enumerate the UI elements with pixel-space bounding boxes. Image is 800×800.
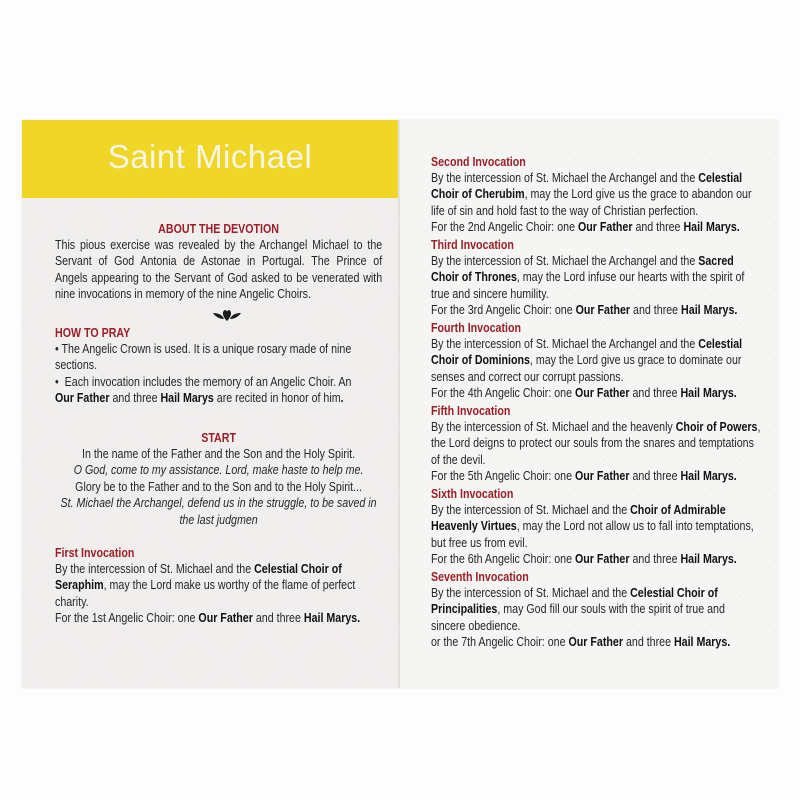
text-line <box>55 610 382 626</box>
bold-text: Principalities <box>431 601 498 617</box>
how-to-pray-section <box>55 324 382 407</box>
text-line <box>431 551 759 567</box>
text-segment: , may the Lord not allow us to fall into temptations, <box>516 518 754 534</box>
text-segment: Glory be to the Father and to the Son and to the Holy Spirit... <box>75 478 362 494</box>
second-invocation-section <box>431 153 759 236</box>
text-segment: true and sincere humility. <box>431 285 549 301</box>
text-segment: senses and correct our corrupt passions. <box>431 368 624 384</box>
section-heading: Sixth Invocation <box>431 486 514 501</box>
bold-text: Hail Marys. <box>680 468 737 484</box>
first-invocation-section <box>55 544 382 627</box>
section-heading: Seventh Invocation <box>431 569 529 584</box>
bold-text: . <box>340 390 344 406</box>
bold-text: Our Father <box>575 302 631 318</box>
text-line <box>431 336 759 352</box>
section-heading: Fifth Invocation <box>431 403 511 418</box>
text-segment: and three <box>630 302 682 318</box>
text-segment: This pious exercise was revealed by the Archangel Michael to the <box>55 237 383 252</box>
text-line <box>55 462 382 478</box>
text-segment: and three <box>252 610 304 626</box>
text-segment: the last judgmen <box>179 511 258 527</box>
text-line <box>55 374 382 390</box>
text-line <box>55 286 382 302</box>
text-segment: Servant of God Antonia de Astonae in Portugal. The Prince of <box>55 253 383 269</box>
text-line <box>55 253 382 269</box>
text-segment: , may the Lord infuse our hearts with the spirit of <box>516 269 745 285</box>
text-line <box>431 269 759 285</box>
text-segment: Angels appearing to the Servant of God asked to be venerated with <box>55 269 383 285</box>
text-segment: , may the Lord make us worthy of the flame of perfect <box>103 577 356 593</box>
text-line <box>431 502 759 518</box>
section-body <box>431 502 759 568</box>
section-heading: First Invocation <box>55 545 135 560</box>
bold-text: Our Father <box>198 610 253 626</box>
text-line <box>431 634 759 650</box>
text-line <box>55 594 382 610</box>
bold-text: Choir of Admirable <box>630 502 726 517</box>
section-body <box>55 341 382 407</box>
section-heading: START <box>201 430 236 445</box>
text-segment: sections. <box>55 357 98 373</box>
text-line <box>55 390 382 406</box>
section-body <box>55 446 382 528</box>
title-banner <box>22 120 398 198</box>
text-segment: and three <box>622 634 674 650</box>
text-line <box>431 203 759 219</box>
text-segment: For the 4th Angelic Choir: one <box>431 385 575 401</box>
section-body <box>431 336 759 402</box>
text-segment: For the 1st Angelic Choir: one <box>55 610 199 626</box>
text-segment: In the name of the Father and the Son and the Holy Spirit. <box>81 446 356 461</box>
bold-text: Choir of Cherubim <box>431 186 525 202</box>
bold-text: Our Father <box>577 219 633 235</box>
bold-text: Hail Marys. <box>680 385 737 401</box>
text-line <box>55 270 382 286</box>
section-heading: Third Invocation <box>431 237 514 252</box>
section-heading: Fourth Invocation <box>431 320 522 335</box>
bold-text: Hail Marys. <box>681 302 738 318</box>
fifth-invocation-section <box>431 402 759 485</box>
section-body <box>431 170 759 236</box>
text-line <box>431 585 759 601</box>
section-body <box>431 585 759 651</box>
bold-text: Choir of Dominions <box>431 352 530 368</box>
bold-text: Our Father <box>574 468 630 484</box>
bold-text: Our Father <box>568 634 623 650</box>
text-segment: O God, come to my assistance. Lord, make haste to help me. <box>73 462 364 478</box>
text-segment: , <box>757 419 761 434</box>
seventh-invocation-section <box>431 568 759 651</box>
bold-text: Our Father <box>574 551 630 567</box>
text-line <box>431 170 759 186</box>
text-line <box>431 618 759 634</box>
section-heading: HOW TO PRAY <box>55 325 131 340</box>
start-section <box>55 429 382 528</box>
bold-text: Hail Marys. <box>683 219 740 235</box>
text-line <box>55 577 382 593</box>
text-segment: , may the Lord give us the grace to abandon our <box>524 186 752 202</box>
text-line <box>431 369 759 385</box>
text-line <box>431 468 759 484</box>
text-line <box>431 535 759 551</box>
text-line <box>55 357 382 373</box>
text-line <box>431 601 759 617</box>
text-segment: • Each invocation includes the memory of an Angelic Choir. An <box>55 373 352 389</box>
text-segment: , may the Lord give us grace to dominate our <box>529 352 742 368</box>
text-segment: For the 6th Angelic Choir: one <box>431 551 575 567</box>
text-segment: By the intercession of St. Michael and the heavenly <box>431 419 676 434</box>
text-line <box>431 435 759 451</box>
fourth-invocation-section <box>431 319 759 402</box>
text-segment: life of sin and hold fast to the way of Christian perfection. <box>431 202 699 218</box>
text-segment: By the intercession of St. Michael the Archangel and the <box>431 253 699 268</box>
text-segment: and three <box>109 390 161 406</box>
text-line <box>431 518 759 534</box>
text-line <box>55 512 382 528</box>
prayer-card <box>22 120 778 688</box>
text-segment: For the 2nd Angelic Choir: one <box>431 219 578 235</box>
text-segment: By the intercession of St. Michael the Archangel and the <box>431 336 699 351</box>
text-segment: By the intercession of St. Michael and the <box>431 585 631 600</box>
bold-text: Sacred <box>698 253 734 268</box>
text-line <box>431 352 759 368</box>
bold-text: Our Father <box>55 390 110 406</box>
text-segment: and three <box>629 551 681 567</box>
bold-text: Hail Marys <box>160 390 214 406</box>
section-heading: Second Invocation <box>431 154 526 169</box>
text-line <box>55 479 382 495</box>
text-line <box>431 302 759 318</box>
bold-text: Choir of Powers <box>675 419 758 434</box>
bold-text: Celestial <box>698 336 743 351</box>
text-segment: but free us from evil. <box>431 534 528 550</box>
text-segment: For the 3rd Angelic Choir: one <box>431 302 576 318</box>
text-line <box>431 286 759 302</box>
bold-text: Our Father <box>574 385 630 401</box>
text-segment: sincere obedience. <box>431 617 521 633</box>
text-line <box>55 495 382 511</box>
bold-text: Celestial Choir of <box>254 561 342 576</box>
left-page <box>22 120 398 688</box>
third-invocation-section <box>431 236 759 319</box>
text-line <box>431 186 759 202</box>
bold-text: Celestial Choir of <box>630 585 718 600</box>
text-segment: and three <box>629 385 681 401</box>
text-segment: St. Michael the Archangel, defend us in the struggle, to be saved in <box>60 495 377 511</box>
bold-text: Hail Marys. <box>673 634 731 650</box>
section-body <box>431 253 759 319</box>
text-segment: • The Angelic Crown is used. It is a unique rosary made of nine <box>55 341 352 356</box>
sixth-invocation-section <box>431 485 759 568</box>
bold-text: Celestial <box>698 170 743 185</box>
text-line <box>431 253 759 269</box>
text-segment: , may God fill our souls with the spirit of true and <box>497 601 725 617</box>
page-title: Saint Michael <box>107 138 313 175</box>
text-segment: By the intercession of St. Michael and the <box>431 502 631 517</box>
heart-leaves-icon <box>212 308 242 322</box>
bold-text: Hail Marys. <box>680 551 737 567</box>
section-body <box>55 561 382 627</box>
text-segment: the Lord deigns to protect our souls from the snares and temptations <box>431 435 754 451</box>
section-body <box>55 237 382 303</box>
text-line <box>431 385 759 401</box>
bold-text: Hail Marys. <box>303 610 361 626</box>
text-segment: By the intercession of St. Michael and the <box>55 561 255 576</box>
bold-text: Choir of Thrones <box>431 269 517 285</box>
text-line <box>431 219 759 235</box>
bold-text: Heavenly Virtues <box>431 518 517 534</box>
text-segment: charity. <box>55 593 89 609</box>
text-segment: By the intercession of St. Michael the Archangel and the <box>431 170 699 185</box>
section-body <box>431 419 759 485</box>
text-segment: For the 5th Angelic Choir: one <box>431 468 575 484</box>
text-segment: and three <box>629 468 681 484</box>
text-segment: nine invocations in memory of the nine Angelic Choirs. <box>55 286 311 302</box>
right-page <box>400 120 778 688</box>
text-line <box>431 419 759 435</box>
section-heading: ABOUT THE DEVOTION <box>158 221 280 236</box>
text-line <box>55 341 382 357</box>
text-line <box>431 452 759 468</box>
text-line <box>55 237 382 253</box>
bold-text: Seraphim <box>55 577 104 593</box>
text-line <box>55 561 382 577</box>
about-section <box>55 220 382 303</box>
text-segment: are recited in honor of him <box>213 390 341 406</box>
text-segment: of the devil. <box>431 451 486 467</box>
text-line <box>55 446 382 462</box>
text-segment: and three <box>632 219 684 235</box>
text-segment: or the 7th Angelic Choir: one <box>431 634 569 650</box>
